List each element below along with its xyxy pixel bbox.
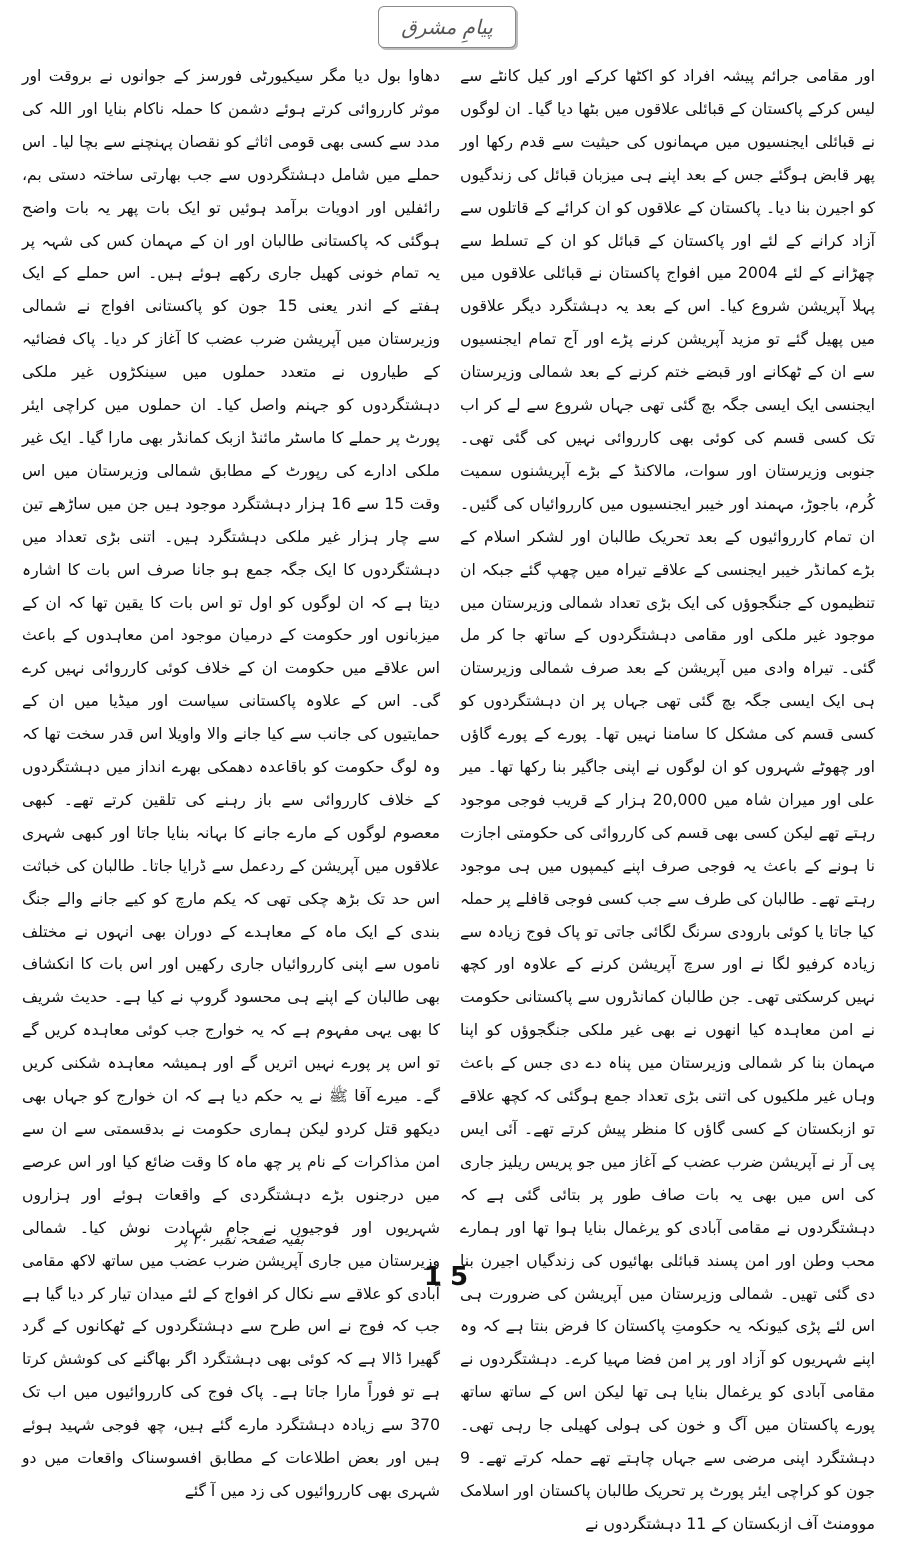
magazine-title: پیامِ مشرق [401, 15, 493, 39]
article-text-right: اور مقامی جرائم پیشہ افراد کو اکٹھا کرکے اور کیل کانٹے سے لیس کرکے پاکستان کے قبائلی علاقوں میں بٹھا دیا گیا۔ ان لوگوں نے قبائلی ایجنسیوں میں مہمانوں کی حیثیت سے قدم رکھا اور پھر قابض ہوگئے جس کے بعد اپنے ہی میزبان قبائل کی زندگیوں کو اجیرن بنا دیا۔ پاکستان کے علاقوں کو ان کرائے کے قاتلوں سے آزاد کرانے کے لئے اور پاکستان کے قبائل کو ان کے تسلط سے چھڑانے کے لئے 2004 میں افواج پاکستان نے قبائلی علاقوں میں پہلا آپریشن شروع کیا۔ اس کے بعد یہ دہشتگرد دیگر علاقوں میں پھیل گئے تو مزید آپریشن کرنے پڑے اور آج تمام ایجنسیوں سے ان کے ٹھکانے اور قبضے ختم کرنے کے بعد شمالی وزیرستان ایجنسی ایک ایسی جگہ بچ گئی تھی جہاں شروع سے لے کر اب تک کسی قسم کی کوئی بھی کارروائی نہیں کی گئی تھی۔ جنوبی وزیرستان اور سوات، مالاکنڈ کے بڑے آپریشنوں سمیت کُرم، باجوڑ، مہمند اور خیبر ایجنسیوں میں کارروائیاں کی گئیں۔ ان تمام کارروائیوں کے بعد تحریک طالبان اور لشکر اسلام کے بڑے کمانڈر خیبر ایجنسی کے علاقے تیراہ میں چھپ گئے جبکہ ان تنظیموں کے جنگجوؤں کی ایک بڑی تعداد شمالی وزیرستان میں موجود غیر ملکی اور مقامی دہشتگردوں کے ساتھ جا کر مل گئی۔ تیراہ وادی میں آپریشن کے بعد صرف شمالی وزیرستان ہی ایک ایسی جگہ بچ گئی تھی جہاں پر ان دہشتگردوں کو کسی قسم کی مشکل کا سامنا نہیں تھا۔ پورے کے پورے گاؤں اور چھوٹے شہروں کو ان لوگوں نے اپنی جاگیر بنا رکھا تھا۔ میر علی اور میران شاہ میں 20,000 ہزار کے قریب فوجی موجود رہتے تھے لیکن کسی بھی قسم کی کارروائی کی حکومتی اجازت نا ہونے کے باعث یہ فوجی صرف اپنے کیمپوں میں ہی موجود رہتے تھے۔ طالبان کی طرف سے جب کسی فوجی قافلے پر حملہ کیا جاتا یا کوئی بارودی سرنگ لگائی جاتی تو پاک فوج زیادہ سے زیادہ کرفیو لگا نے اور سرچ آپریشن کرنے کے علاوہ اور کچھ نہیں کرسکتی تھی۔ جن طالبان کمانڈروں سے پاکستانی حکومت نے امن معاہدہ کیا انھوں نے بھی غیر ملکی جنگجوؤں کو اپنا مہمان بنا کر شمالی وزیرستان میں پناہ دے دی جس کے باعث وہاں غیر ملکیوں کی اتنی بڑی تعداد جمع ہوگئی کہ کچھ علاقے تو ازبکستان کے کسی گاؤں کا منظر پیش کرتے تھے۔ آئی ایس پی آر نے آپریشن ضرب عضب کے آغاز میں جو پریس ریلیز جاری کی اس میں بھی یہ بات صاف طور پر بتائی گئی ہے کہ دہشتگردوں نے مقامی آبادی کو یرغمال بنایا ہوا تھا اور ہمارے محب وطن اور امن پسند قبائلی بھائیوں کی زندگیاں اجیرن بنا دی گئی تھیں۔ شمالی وزیرستان میں آپریشن کی ضرورت ہی اس لئے پڑی کیونکہ یہ حکومتِ پاکستان کا فرض بنتا ہے کہ وہ اپنے شہریوں کو آزاد اور پر امن فضا مہیا کرے۔ دہشتگردوں نے مقامی آبادی کو یرغمال بنایا ہی تھا لیکن اس کے ساتھ ساتھ پورے پاکستان میں آگ و خون کی ہولی کھیلی جا رہی تھی۔ دہشتگرد اپنی مرضی سے جہاں چاہتے تھے حملہ کرتے تھے۔ 9 جون کو کراچی ایئر پورٹ پر تحریک طالبان پاکستان اور اسلامک موومنٹ آف ازبکستان کے 11 دہشتگردوں نے [460, 67, 876, 1533]
article-column-left [22, 60, 440, 1500]
continued-on-note: بقیہ صفحہ نمبر ۲۰ پر [175, 1232, 305, 1248]
article-text-left: دھاوا بول دیا مگر سیکیورٹی فورسز کے جوانوں نے بروقت اور موثر کارروائی کرتے ہوئے دشمن کا حملہ ناکام بنایا اور اللہ کی مدد سے کسی بھی قومی اثاثے کو نقصان پہنچنے سے بچا لیا۔ اس حملے میں شامل دہشتگردوں سے جب بھارتی ساختہ دستی بم، رائفلیں اور ادویات برآمد ہوئیں تو ایک بات پھر یہ بات واضح ہوگئی کہ پاکستانی طالبان اور ان کے مہمان کس کی شہہ پر یہ تمام خونی کھیل جاری رکھے ہوئے ہیں۔ اس حملے کے ایک ہفتے کے اندر یعنی 15 جون کو پاکستانی افواج نے شمالی وزیرستان میں آپریشن ضرب عضب کا آغاز کر دیا۔ پاک فضائیہ کے طیاروں نے متعدد حملوں میں سینکڑوں غیر ملکی دہشتگردوں کو جہنم واصل کیا۔ ان حملوں میں کراچی ایئر پورٹ پر حملے کا ماسٹر مائنڈ ازبک کمانڈر بھی مارا گیا۔ ایک غیر ملکی ادارے کی رپورٹ کے مطابق شمالی وزیرستان میں اس وقت 15 سے 16 ہزار دہشتگرد موجود ہیں جن میں ساڑھے تین سے چار ہزار غیر ملکی دہشتگرد ہیں۔ اتنی بڑی تعداد میں دہشتگردوں کا ایک جگہ جمع ہو جانا صرف اس بات کا اشارہ دیتا ہے کہ ان لوگوں کو اول تو اس بات کا یقین تھا کہ ان کے میزبانوں اور حکومت کے درمیان موجود امن معاہدوں کے باعث اس علاقے میں حکومت ان کے خلاف کوئی کارروائی نہیں کرے گی۔ اس کے علاوہ پاکستانی سیاست اور میڈیا میں ان کے حمایتیوں کی جانب سے کیا جانے والا واویلا اس قدر سخت تھا کہ وہ لوگ حکومت کو باقاعدہ دھمکی بھرے انداز میں دہشتگردوں کے خلاف کارروائی سے باز رہنے کی تلقین کرتے تھے۔ کبھی معصوم لوگوں کے مارے جانے کا بہانہ بنایا جاتا اور کبھی شہری علاقوں میں آپریشن کے ردعمل سے ڈرایا جاتا۔ طالبان کی خباثت اس حد تک بڑھ چکی تھی کہ یکم مارچ کو کیے جانے والے جنگ بندی کے ایک ماہ کے معاہدے کے دوران بھی انہوں نے مختلف ناموں سے اپنی کارروائیاں جاری رکھیں اور اس بات کا انکشاف بھی طالبان کے اپنے ہی محسود گروپ نے کیا ہے۔ حدیث شریف کا بھی یہی مفہوم ہے کہ یہ خوارج جب کوئی معاہدہ کریں گے تو اس پر پورے نہیں اتریں گے اور ہمیشہ معاہدہ شکنی کریں گے۔ میرے آقا ﷺ نے یہ حکم دیا ہے کہ ان خوارج کو جہاں بھی دیکھو قتل کردو لیکن ہماری حکومت نے بدقسمتی سے ان سے امن مذاکرات کے نام پر چھ ماہ کا وقت ضائع کیا اور اس عرصے میں درجنوں بڑے دہشتگردی کے واقعات ہوئے اور ہزاروں شہریوں اور فوجیوں نے جامِ شہادت نوش کیا۔ شمالی وزیرستان میں جاری آپریشن ضرب عضب میں ساتھ لاکھ مقامی آبادی کو علاقے سے نکال کر افواج کے لئے میدان تیار کر دیا گیا ہے جب کہ فوج نے اس طرح سے دہشتگردوں کے ٹھکانوں کے گرد گھیرا ڈالا ہے کہ کوئی بھی دہشتگرد اگر بھاگنے کی کوشش کرتا ہے تو فوراً مارا جاتا ہے۔ پاک فوج کی کارروائیوں میں اب تک 370 سے زیادہ دہشتگرد مارے گئے ہیں، چھ فوجی شہید ہوئے ہیں اور بعض اطلاعات کے مطابق افسوسناک واقعات میں دو شہری بھی کارروائیوں کی زد میں آ گئے [22, 67, 440, 1500]
magazine-title-box [378, 6, 516, 48]
page-number: 15 [423, 1262, 477, 1292]
article-column-right [460, 60, 876, 1533]
